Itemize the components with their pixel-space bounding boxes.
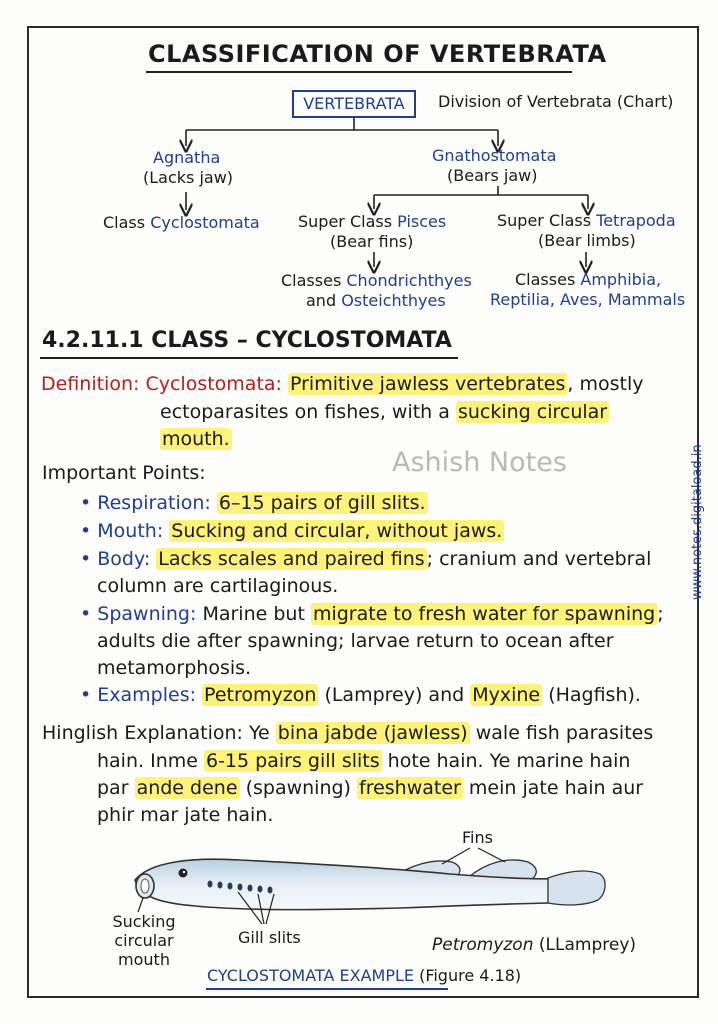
spawning-text-2: ;: [657, 603, 664, 625]
examples-text-2: (Hagfish).: [548, 684, 641, 706]
pisces-note: (Bear fins): [330, 232, 414, 251]
species-common: (LLamprey): [538, 935, 637, 955]
body-label: Body:: [97, 548, 151, 570]
body-highlight: Lacks scales and paired fins: [158, 548, 425, 570]
figure-caption: [207, 966, 521, 985]
spawning-highlight: migrate to fresh water for spawning: [312, 603, 656, 625]
hinglish-text: hote hain. Ye marine hain: [387, 750, 631, 772]
agnatha-label: Agnatha: [153, 148, 221, 167]
hinglish-text: (spawning): [245, 777, 351, 799]
point-spawning-line3: metamorphosis.: [97, 657, 252, 679]
tetrapoda-classes-prefix: Classes: [515, 270, 576, 289]
spawning-text-1: Marine but: [202, 603, 305, 625]
figure-ref: (Figure 4.18): [419, 966, 522, 985]
class-prefix: Class: [103, 213, 146, 232]
hinglish-label: Hinglish Explanation:: [42, 722, 243, 744]
point-spawning-line2: adults die after spawning; larvae return to ocean after: [97, 630, 614, 652]
gnathostomata-label: Gnathostomata: [432, 146, 557, 165]
examples-highlight-1: Petromyzon: [204, 684, 317, 706]
examples-label: Examples:: [97, 684, 196, 706]
examples-highlight-2: Myxine: [472, 684, 541, 706]
mouth-label-line1: Sucking: [112, 912, 176, 931]
mouth-label: Mouth:: [97, 520, 164, 542]
bullet-icon: •: [80, 603, 92, 625]
chart-caption: Division of Vertebrata (Chart): [438, 92, 674, 111]
hinglish-text: hain. Inme: [97, 750, 198, 772]
mouth-highlight: Sucking and circular, without jaws.: [171, 520, 503, 542]
spawning-label: Spawning:: [97, 603, 197, 625]
bullet-icon: •: [80, 684, 92, 706]
amphibia: Amphibia,: [580, 270, 662, 289]
tetrapoda-note: (Bear limbs): [538, 231, 636, 250]
definition-text-1: , mostly: [567, 373, 644, 395]
hinglish-text: wale fish parasites: [475, 722, 654, 744]
cyclostomata-name: Cyclostomata: [150, 213, 260, 232]
examples-text-1: (Lamprey) and: [324, 684, 465, 706]
side-url: www.notes.digitaload.in: [690, 444, 705, 600]
tetrapoda-name: Tetrapoda: [596, 211, 676, 230]
pisces-name: Pisces: [397, 212, 447, 231]
hinglish-text: mein jate hain aur: [468, 777, 644, 799]
mouth-label: [108, 912, 180, 969]
bullet-icon: •: [80, 520, 92, 542]
bullet-icon: •: [80, 548, 92, 570]
osteichthyes: Osteichthyes: [341, 291, 446, 310]
page-title: CLASSIFICATION OF VERTEBRATA: [148, 40, 607, 68]
bullet-icon: •: [80, 492, 92, 514]
hinglish-line4: phir mar jate hain.: [97, 804, 274, 826]
definition-text-2: ectoparasites on fishes, with a: [160, 401, 450, 423]
section-heading: 4.2.11.1 CLASS – CYCLOSTOMATA: [42, 328, 452, 353]
species-label: [432, 935, 636, 955]
hinglish-highlight: freshwater: [359, 777, 461, 799]
and-word: and: [306, 291, 337, 310]
agnatha-note: (Lacks jaw): [143, 168, 234, 187]
gnathostomata-note: (Bears jaw): [447, 166, 538, 185]
hinglish-text: par: [97, 777, 129, 799]
definition-highlight-1: Primitive jawless vertebrates: [289, 373, 566, 395]
tetrapoda-prefix: Super Class: [497, 211, 592, 230]
tetrapoda-classes-line2: Reptilia, Aves, Mammals: [490, 290, 686, 309]
hinglish-highlight: 6-15 pairs gill slits: [205, 750, 380, 772]
caption-underline: [206, 988, 448, 990]
definition-term: Cyclostomata:: [145, 373, 282, 395]
respiration-highlight: 6–15 pairs of gill slits.: [218, 492, 426, 514]
point-body-line2: column are cartilaginous.: [97, 575, 339, 597]
pisces-prefix: Super Class: [298, 212, 393, 231]
hinglish-text: Ye: [248, 722, 270, 744]
pisces-classes-prefix: Classes: [281, 271, 342, 290]
mouth-label-line3: mouth: [118, 950, 170, 969]
chondrichthyes: Chondrichthyes: [346, 271, 472, 290]
fins-label: Fins: [462, 828, 493, 847]
mouth-label-line2: circular: [114, 931, 174, 950]
vertebrata-box: VERTEBRATA: [292, 90, 416, 118]
figure-caption-title: CYCLOSTOMATA EXAMPLE: [207, 966, 414, 985]
species-name: Petromyzon: [432, 935, 534, 955]
body-text-1: ; cranium and vertebral: [426, 548, 652, 570]
respiration-label: Respiration:: [97, 492, 211, 514]
points-heading: Important Points:: [42, 462, 206, 484]
watermark: Ashish Notes: [392, 447, 567, 478]
hinglish-highlight: bina jabde (jawless): [277, 722, 468, 744]
hinglish-highlight: ande dene: [136, 777, 238, 799]
definition-highlight-2: sucking circular: [457, 401, 608, 423]
gill-slits-label: Gill slits: [238, 928, 301, 947]
definition-highlight-3: mouth.: [162, 428, 230, 450]
definition-label: Definition:: [41, 373, 140, 395]
